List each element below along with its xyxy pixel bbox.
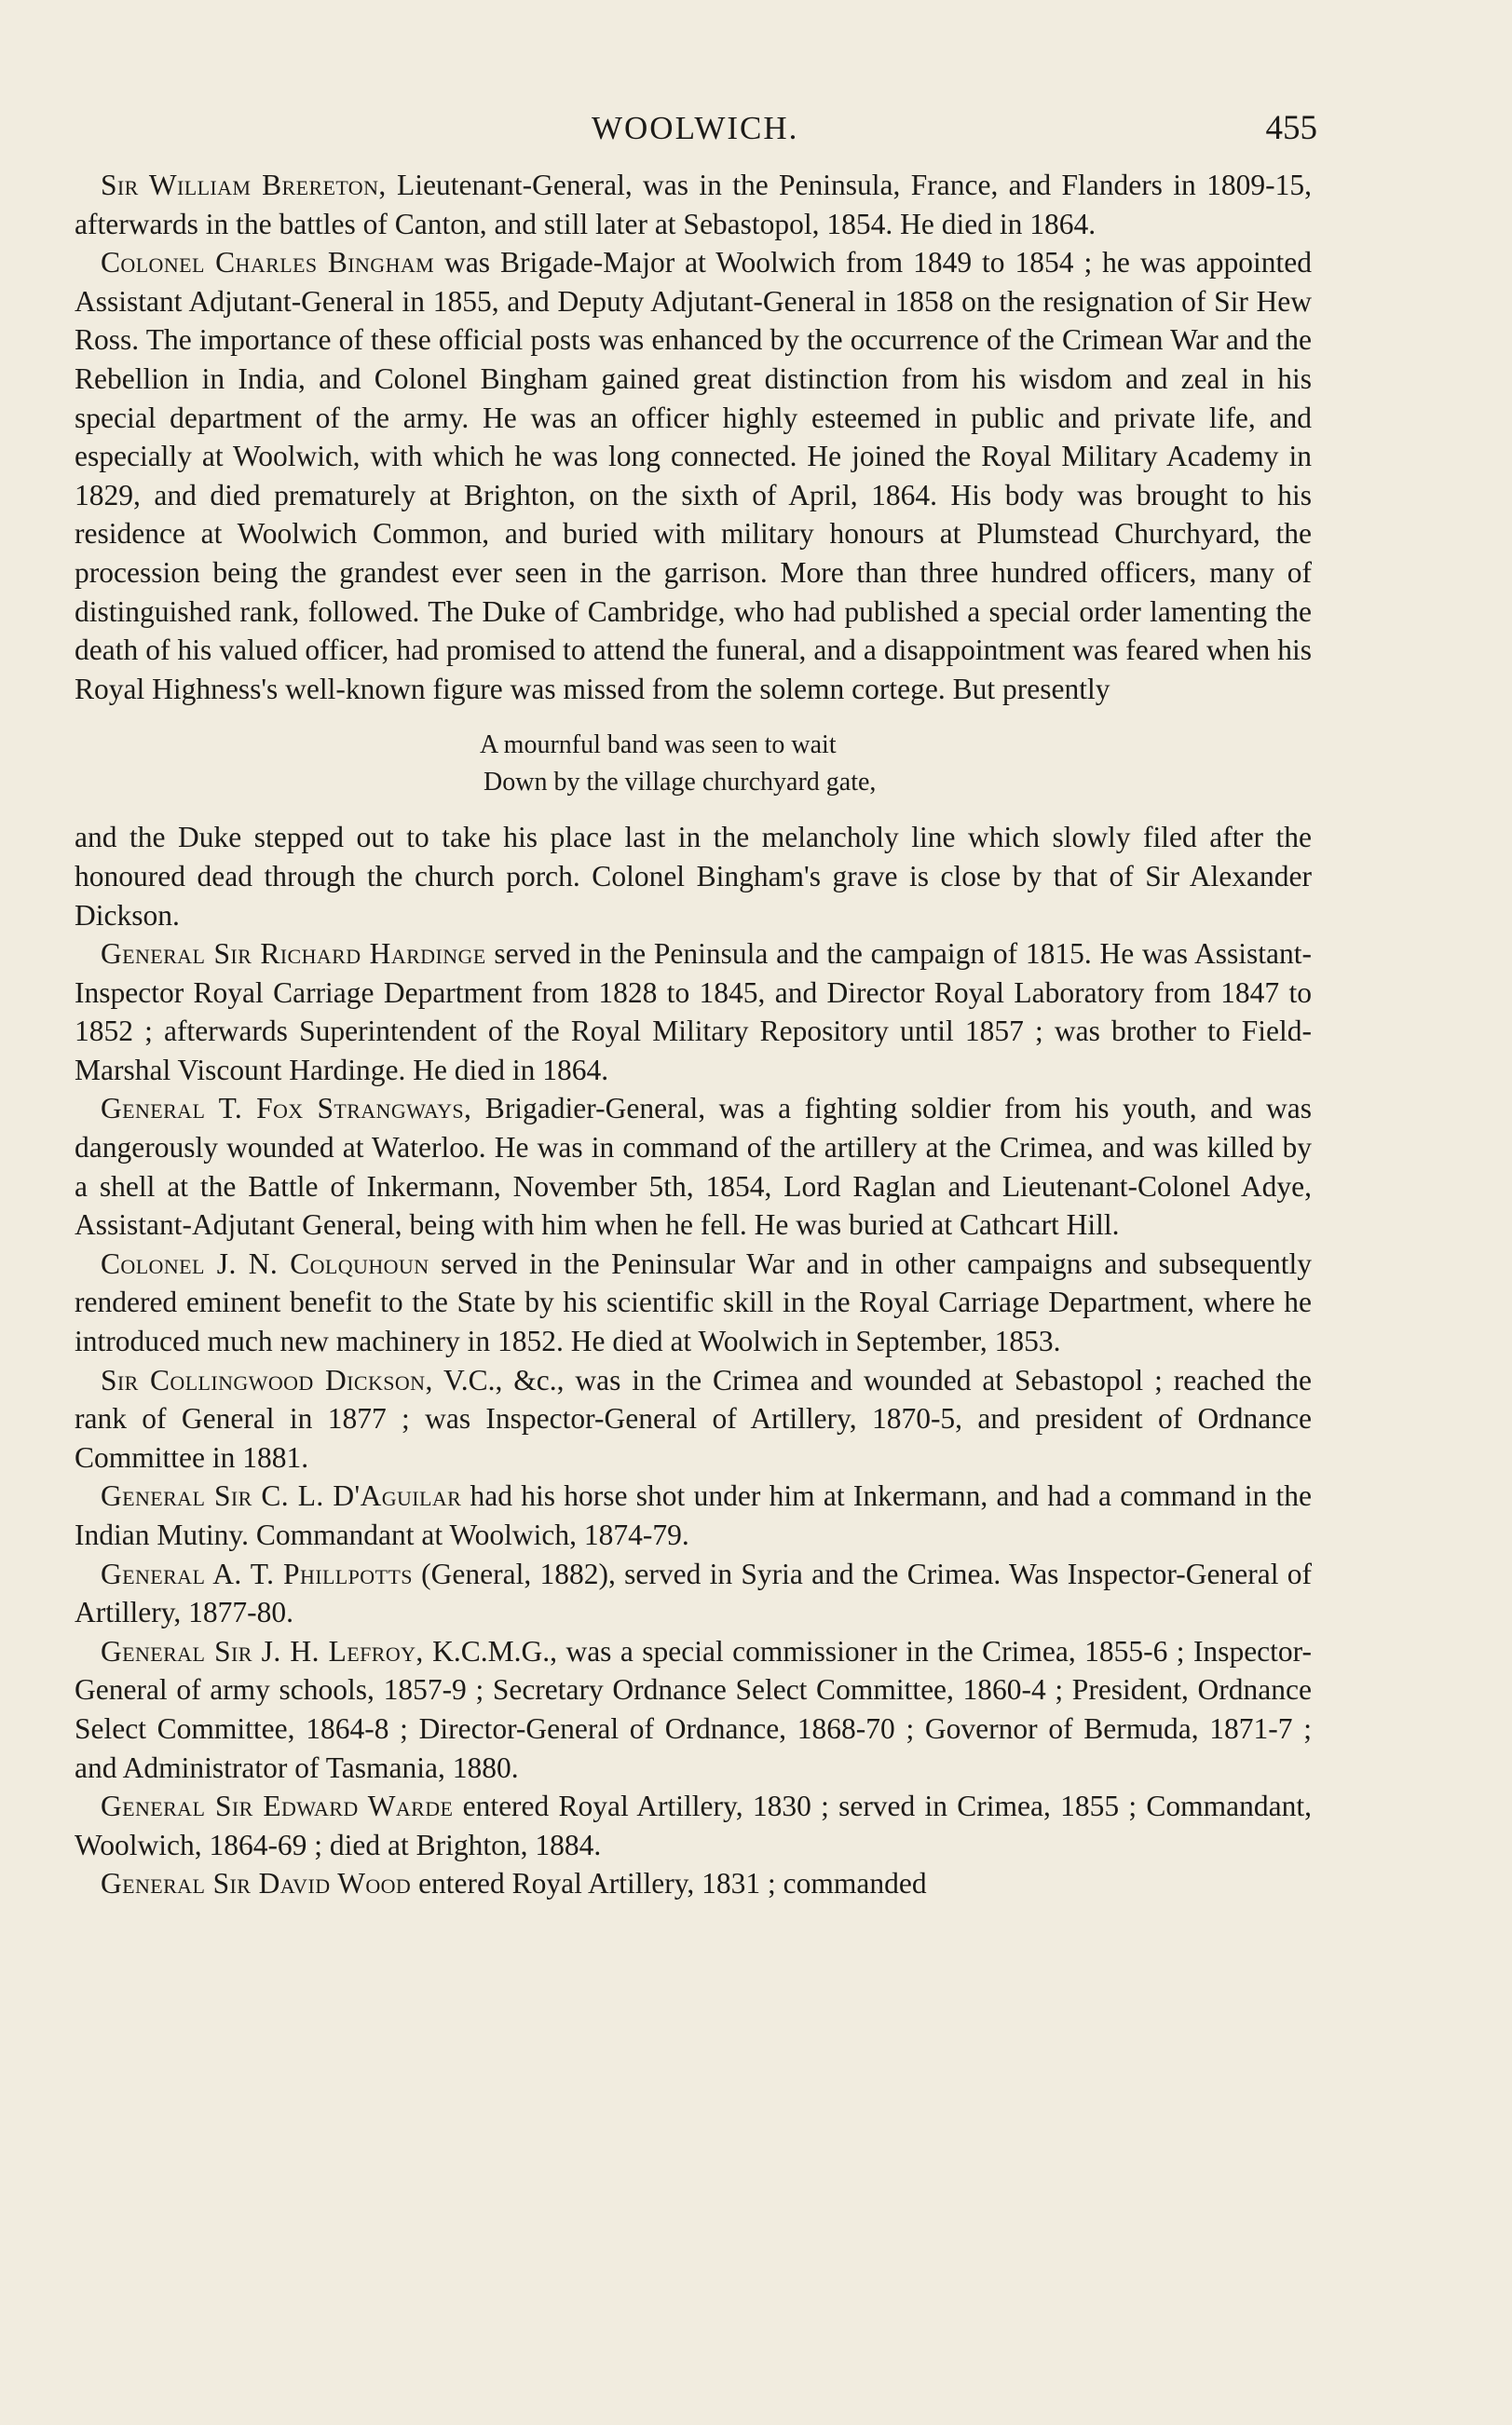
entry-strangways (75, 1089, 1312, 1244)
entry-name: General Sir Edward Warde (101, 1790, 454, 1823)
entry-name: General Sir Richard Hardinge (101, 937, 486, 971)
entry-text: (General, 1882), served in Syria and the Crimea. Was Inspector-General of Artillery, 1877-80. (75, 1557, 1312, 1629)
entry-text: Brigadier-General, was a fighting soldier from his youth, and was dangerously wounded at Waterloo. He was in command of the artillery at the Crimea, and was killed by a shell at the Battle of Inkermann, November 5th, 1854, Lord Raglan and Lieutenant-Colonel Adye, Assistant-Adjutant General, being with him when he fell. He was buried at Cathcart Hill. (75, 1092, 1312, 1242)
entry-lefroy (75, 1632, 1312, 1787)
entry-name: General Sir C. L. D'Aguilar (101, 1479, 462, 1513)
entry-text: V.C., &c., was in the Crimea and wounded at Sebastopol ; reached the rank of General in 1877 ; was Inspector-General of Artillery, 1870-5, and president of Ordnance Committee in 1881. (75, 1363, 1312, 1474)
entry-name: General Sir J. H. Lefroy, (101, 1634, 424, 1668)
entry-text: K.C.M.G., was a special commissioner in the Crimea, 1855-6 ; Inspector-General of army schools, 1857-9 ; Secretary Ordnance Select Committee, 1860-4 ; President, Ordnance Select Committee, 1864-8 ; Director-General of Ordnance, 1868-70 ; Governor of Bermuda, 1871-7 ; and Administrator of Tasmania, 1880. (75, 1634, 1313, 1784)
entry-dickson (75, 1361, 1312, 1478)
entry-text: served in the Peninsular War and in other campaigns and subsequently rendered eminent benefit to the State by his scientific skill in the Royal Carriage Department, where he introduced much new machinery in 1852. He died at Woolwich in September, 1853. (75, 1247, 1312, 1358)
entry-text: entered Royal Artillery, 1831 ; commanded (411, 1867, 927, 1900)
entry-hardinge (75, 934, 1312, 1089)
verse-line: Down by the village churchyard gate, (484, 768, 877, 797)
entry-brereton (75, 166, 1312, 243)
entry-wood (75, 1864, 1312, 1903)
entry-name: General A. T. Phillpotts (101, 1557, 413, 1590)
entry-text: had his horse shot under him at Inkermann, and had a command in the Indian Mutiny. Commandant at Woolwich, 1874-79. (75, 1479, 1312, 1551)
entry-phillpotts (75, 1555, 1312, 1632)
verse-quote (75, 727, 1312, 801)
entry-text: served in the Peninsula and the campaign of 1815. He was Assistant-Inspector Royal Carriage Department from 1828 to 1845, and Director Royal Laboratory from 1847 to 1852 ; afterwards Superintendent of the Royal Military Repository until 1857 ; was brother to Field-Marshal Viscount Hardinge. He died in 1864. (75, 937, 1312, 1086)
verse-line: A mournful band was seen to wait (480, 730, 837, 760)
entry-name: Sir Collingwood Dickson, (101, 1363, 433, 1396)
entry-text: entered Royal Artillery, 1830 ; served in Crimea, 1855 ; Commandant, Woolwich, 1864-69 ; died at Brighton, 1884. (75, 1790, 1312, 1861)
entry-text: Lieutenant-General, was in the Peninsula, France, and Flanders in 1809-15, afterwards in the battles of Canton, and still later at Sebastopol, 1854. He died in 1864. (75, 169, 1312, 240)
entry-colquhoun (75, 1245, 1312, 1361)
continuation-paragraph: and the Duke stepped out to take his place last in the melancholy line which slowly filed after the honoured dead through the church porch. Colonel Bingham's grave is close by that of Sir Alexander Dickson. (75, 821, 1312, 932)
entry-daguilar (75, 1477, 1312, 1554)
entry-warde (75, 1787, 1312, 1864)
body-text (75, 166, 1312, 1903)
running-title: WOOLWICH. (592, 110, 799, 146)
entry-text: was Brigade-Major at Woolwich from 1849 to 1854 ; he was appointed Assistant Adjutant-General in 1855, and Deputy Adjutant-General in 1858 on the resignation of Sir Hew Ross. The importance of these official posts was enhanced by the occurrence of the Crimean War and the Rebellion in India, and Colonel Bingham gained great distinction from his wisdom and zeal in his special department of the army. He was an officer highly esteemed in public and private life, and especially at Woolwich, with which he was long connected. He joined the Royal Military Academy in 1829, and died prematurely at Brighton, on the sixth of April, 1864. His body was brought to his residence at Woolwich Common, and buried with military honours at Plumstead Churchyard, the procession being the grandest ever seen in the garrison. More than three hundred officers, many of distinguished rank, followed. The Duke of Cambridge, who had published a special order lamenting the death of his valued officer, had promised to attend the funeral, and a disappointment was feared when his Royal Highness's well-known figure was missed from the solemn cortege. But presently (75, 246, 1312, 705)
entry-name: General T. Fox Strangways, (101, 1092, 472, 1125)
page-number: 455 (1265, 109, 1317, 147)
running-head (75, 101, 1317, 166)
entry-name: Colonel J. N. Colquhoun (101, 1247, 429, 1280)
entry-name: Sir William Brereton, (101, 169, 387, 201)
entry-name: Colonel Charles Bingham (101, 246, 435, 279)
entry-bingham (75, 243, 1312, 708)
entry-name: General Sir David Wood (101, 1867, 412, 1900)
